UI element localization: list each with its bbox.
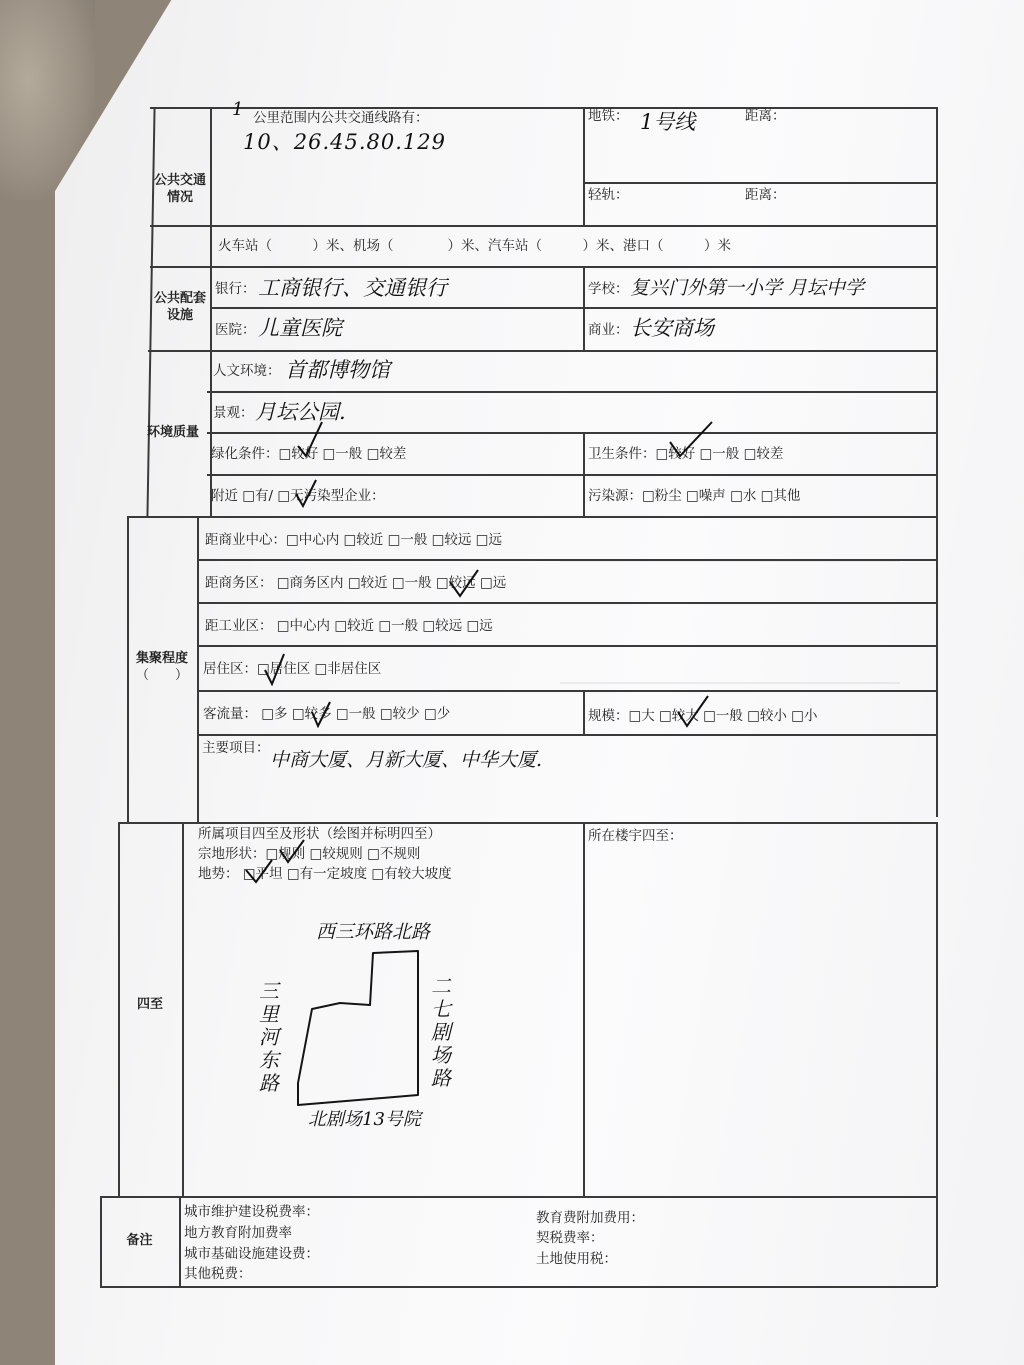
west-boundary-label: 三里河东路: [259, 979, 279, 1095]
check-mark: [278, 838, 308, 864]
subway-distance-label: 距离：: [745, 108, 786, 124]
check-mark: [676, 694, 712, 728]
deed-tax-label: 契税费率：: [536, 1230, 604, 1246]
subway-label: 地铁：: [588, 108, 629, 124]
other-taxes-label: 其他税费：: [184, 1266, 252, 1282]
scale-options[interactable]: 规模：□大 □较大 □一般 □较小 □小: [588, 708, 818, 724]
hygiene-condition-options[interactable]: 卫生条件：□较好 □一般 □较差: [588, 446, 784, 462]
transport-section-label-2: 情况: [166, 190, 193, 205]
school-label: 学校：: [588, 281, 629, 297]
hospital-value: 儿童医院: [258, 316, 342, 340]
boundaries-title: 所属项目四至及形状（绘图并标明四至）: [198, 826, 441, 842]
show-through-marks: [560, 560, 900, 684]
agglomeration-section-label: 集聚程度: [135, 651, 188, 666]
check-mark: [296, 420, 326, 460]
south-boundary-label: 北剧场13号院: [308, 1109, 421, 1130]
humanity-label: 人文环境：: [213, 363, 281, 379]
industrial-zone-distance-options[interactable]: 距工业区： □中心内 □较近 □一般 □较远 □远: [205, 618, 493, 634]
passenger-flow-options[interactable]: 客流量： □多 □较多 □一般 □较少 □少: [203, 706, 451, 722]
stations-distance-line: 火车站（ ）米、机场（ ）米、汽车站（ ）米、港口（ ）米: [218, 238, 731, 254]
lot-shape-options[interactable]: 宗地形状：□规则 □较规则 □不规则: [198, 846, 421, 862]
school-value: 复兴门外第一小学 月坛中学: [630, 277, 865, 299]
check-mark: [244, 858, 276, 884]
commerce-label: 商业：: [588, 322, 629, 338]
infrastructure-fee-label: 城市基础设施建设费：: [184, 1246, 319, 1262]
facilities-section-label-2: 设施: [166, 308, 193, 323]
environment-section-label: 环境质量: [146, 425, 199, 440]
scenery-label: 景观：: [213, 405, 254, 421]
lightrail-label: 轻轨：: [588, 187, 629, 203]
land-use-tax-label: 土地使用税：: [536, 1251, 617, 1267]
urban-maintenance-tax-label: 城市维护建设税费率：: [184, 1204, 319, 1220]
business-district-distance-options[interactable]: 距商务区： □商务区内 □较近 □一般 □较远 □远: [205, 575, 507, 591]
transport-section-label: 公共交通: [153, 173, 206, 188]
green-condition-options[interactable]: 绿化条件：□较好 □一般 □较差: [211, 446, 407, 462]
facilities-section-label: 公共配套: [153, 291, 206, 306]
residential-area-options[interactable]: 居住区：□居住区 □非居住区: [203, 661, 382, 677]
bus-routes-label: 公里范围内公共交通线路有：: [253, 110, 429, 126]
east-boundary-label: 二七剧场路: [431, 974, 451, 1090]
commerce-value: 长安商场: [630, 316, 714, 340]
check-mark: [262, 652, 288, 686]
building-boundaries-label: 所在楼宇四至：: [588, 828, 683, 844]
remarks-section-label: 备注: [126, 1233, 153, 1248]
main-projects-value: 中商大厦、月新大厦、中华大厦.: [270, 749, 543, 771]
lightrail-distance-label: 距离：: [745, 187, 786, 203]
bus-routes-value: 10、26.45.80.129: [243, 130, 446, 154]
agglomeration-section-paren: （ ）: [135, 668, 188, 683]
check-mark: [294, 478, 320, 508]
hospital-label: 医院：: [215, 322, 256, 338]
education-surcharge-label: 教育费附加费用：: [536, 1210, 644, 1226]
check-mark: [448, 566, 482, 600]
km-handwritten: 1: [232, 99, 244, 120]
pollution-source-options[interactable]: 污染源：□粉尘 □噪声 □水 □其他: [588, 488, 801, 504]
main-projects-label: 主要项目：: [202, 740, 270, 756]
bank-label: 银行：: [215, 281, 256, 297]
subway-value: 1号线: [640, 110, 696, 134]
bank-value: 工商银行、交通银行: [258, 276, 447, 300]
check-mark: [310, 700, 334, 728]
commercial-center-distance-options[interactable]: 距商业中心：□中心内 □较近 □一般 □较远 □远: [205, 532, 502, 548]
north-boundary-label: 西三环路北路: [316, 921, 431, 943]
nearby-pollution-enterprise-options[interactable]: 附近 □有/ □无污染型企业：: [211, 488, 385, 504]
check-mark: [668, 420, 716, 460]
humanity-value: 首都博物馆: [285, 358, 390, 382]
scenery-value: 月坛公园.: [255, 400, 346, 424]
terrain-options[interactable]: 地势： □平坦 □有一定坡度 □有较大坡度: [198, 866, 452, 882]
boundaries-section-label: 四至: [136, 997, 163, 1012]
local-education-surcharge-label: 地方教育附加费率: [184, 1225, 292, 1241]
